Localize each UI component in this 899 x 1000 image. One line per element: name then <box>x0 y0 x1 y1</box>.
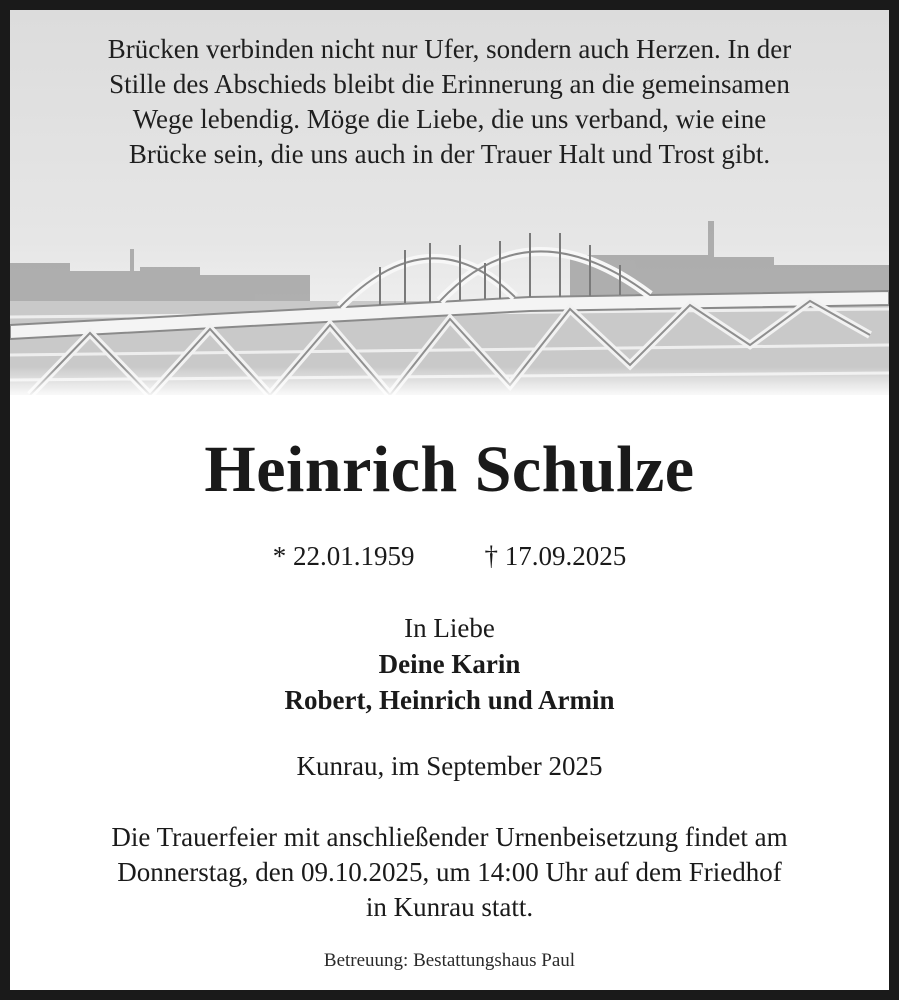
ceremony-line: Die Trauerfeier mit anschließender Urnenbeisetzung findet am <box>111 822 788 852</box>
ceremony-info <box>10 820 889 925</box>
mourners-block <box>10 610 889 718</box>
birth-date: * 22.01.1959 <box>272 541 415 571</box>
verse-text <box>10 32 889 172</box>
ceremony-line: Donnerstag, den 09.10.2025, um 14:00 Uhr auf dem Friedhof <box>117 857 782 887</box>
mourner-line: Robert, Heinrich und Armin <box>284 685 615 715</box>
death-date: † 17.09.2025 <box>484 541 627 571</box>
header-panel <box>10 10 889 395</box>
verse-line: Wege lebendig. Möge die Liebe, die uns verband, wie eine <box>132 104 767 134</box>
verse-line: Stille des Abschieds bleibt die Erinnerung an die gemeinsamen <box>109 69 790 99</box>
funeral-home: Betreuung: Bestattungshaus Paul <box>323 950 576 971</box>
place-date: Kunrau, im September 2025 <box>296 751 603 781</box>
ceremony-line: in Kunrau statt. <box>365 892 534 922</box>
mourners-intro: In Liebe <box>404 613 495 643</box>
verse-line: Brücke sein, die uns auch in der Trauer Halt und Trost gibt. <box>128 139 771 169</box>
verse-line: Brücken verbinden nicht nur Ufer, sondern auch Herzen. In der <box>107 34 792 64</box>
deceased-name: Heinrich Schulze <box>204 433 695 506</box>
life-dates <box>10 538 889 574</box>
mourner-line: Deine Karin <box>378 649 521 679</box>
bridge-illustration <box>10 205 889 395</box>
